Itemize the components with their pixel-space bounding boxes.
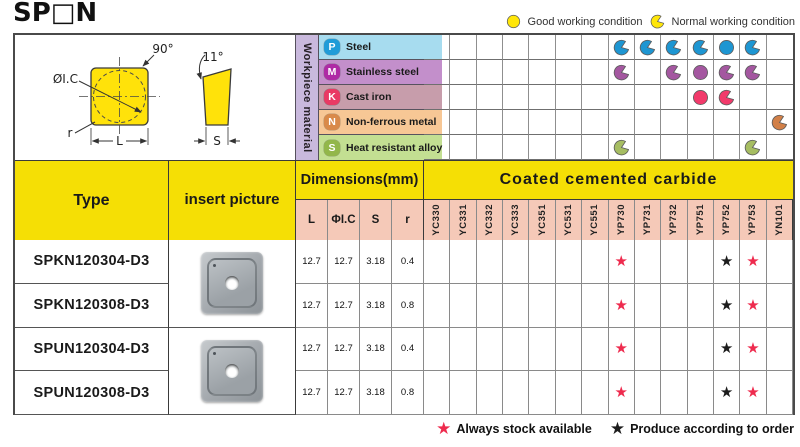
normal-condition-icon	[613, 139, 630, 156]
red-star-icon: ★	[614, 340, 628, 358]
insert-data-rows	[15, 240, 793, 415]
dim-value-ΦI.C: 12.7	[328, 240, 360, 284]
condition-cell-M-YP731	[635, 60, 661, 85]
condition-cell-N-YP731	[635, 110, 661, 135]
availability-cell-YP753	[740, 240, 766, 284]
dim-column-header: L	[296, 200, 328, 240]
condition-cell-S-YC531	[556, 135, 582, 160]
grade-column-header-YC332: YC332	[477, 200, 503, 240]
type-column-header: Type	[15, 160, 169, 240]
good-condition-icon	[692, 64, 709, 81]
availability-cell-YC551	[582, 371, 608, 415]
dim-value-L: 12.7	[296, 371, 328, 415]
red-star-icon: ★	[746, 384, 760, 402]
availability-cell-YC330	[424, 240, 450, 284]
condition-cell-M-YN101	[767, 60, 793, 85]
availability-cell-YP751	[688, 328, 714, 372]
insert-picture-cell	[169, 328, 296, 416]
grade-column-header-YC551: YC551	[582, 200, 608, 240]
insert-drawing-svg	[15, 35, 295, 158]
condition-cell-P-YC531	[556, 35, 582, 60]
availability-cell-YC551	[582, 284, 608, 328]
availability-cell-YP751	[688, 284, 714, 328]
availability-cell-YC531	[556, 328, 582, 372]
black-star-icon: ★	[719, 296, 734, 314]
material-badge-M: M	[324, 64, 340, 80]
normal-condition-icon	[744, 139, 761, 156]
availability-cell-YP753	[740, 284, 766, 328]
condition-cell-M-YC330	[424, 60, 450, 85]
black-star-icon: ★	[609, 419, 626, 438]
insert-photo	[201, 340, 263, 402]
condition-cell-N-YC351	[529, 110, 555, 135]
availability-cell-YC351	[529, 371, 555, 415]
condition-cell-N-YP732	[661, 110, 687, 135]
normal-condition-icon	[650, 14, 665, 29]
condition-cell-S-YC351	[529, 135, 555, 160]
grade-column-header-YP751: YP751	[688, 200, 714, 240]
availability-cell-YC330	[424, 328, 450, 372]
normal-condition-icon	[639, 39, 656, 56]
condition-cell-N-YP752	[714, 110, 740, 135]
availability-cell-YP730	[609, 284, 635, 328]
condition-cell-P-YC330	[424, 35, 450, 60]
normal-condition-legend-icon	[650, 14, 665, 29]
grade-column-header-YP752: YP752	[714, 200, 740, 240]
insert-hole	[225, 364, 239, 378]
red-star-icon: ★	[746, 252, 760, 270]
availability-cell-YP731	[635, 371, 661, 415]
normal-condition-icon	[613, 39, 630, 56]
grade-column-header-YC330: YC330	[424, 200, 450, 240]
dim-value-S: 3.18	[360, 371, 392, 415]
availability-cell-YN101	[767, 284, 793, 328]
availability-cell-YP751	[688, 240, 714, 284]
corner-radius-label: r	[67, 126, 73, 140]
condition-cell-P-YP730	[609, 35, 635, 60]
availability-cell-YP751	[688, 371, 714, 415]
normal-condition-icon	[744, 39, 761, 56]
dim-value-L: 12.7	[296, 240, 328, 284]
condition-cell-P-YP732	[661, 35, 687, 60]
condition-cell-K-YP730	[609, 85, 635, 110]
grade-column-header-YP732: YP732	[661, 200, 687, 240]
availability-cell-YC330	[424, 284, 450, 328]
condition-cell-S-YC331	[450, 135, 476, 160]
red-star-icon: ★	[614, 296, 628, 314]
type-cell-SPKN120308-D3: SPKN120308-D3	[15, 284, 169, 328]
availability-cell-YP731	[635, 240, 661, 284]
dim-value-S: 3.18	[360, 328, 392, 372]
availability-cell-YC333	[503, 284, 529, 328]
condition-cell-S-YP730	[609, 135, 635, 160]
condition-cell-P-YP753	[740, 35, 766, 60]
material-badge-N: N	[324, 114, 340, 130]
condition-cell-M-YP752	[714, 60, 740, 85]
material-badge-P: P	[324, 39, 340, 55]
condition-cell-K-YP752	[714, 85, 740, 110]
condition-cell-N-YC531	[556, 110, 582, 135]
grade-column-header-YP753: YP753	[740, 200, 766, 240]
produce-order-label: Produce according to order	[630, 421, 794, 436]
dim-value-r: 0.4	[392, 240, 424, 284]
availability-cell-YC351	[529, 284, 555, 328]
availability-cell-YP730	[609, 328, 635, 372]
dim-value-r: 0.4	[392, 328, 424, 372]
availability-cell-YC351	[529, 240, 555, 284]
condition-cell-N-YC333	[503, 110, 529, 135]
condition-cell-K-YP731	[635, 85, 661, 110]
condition-cell-S-YP752	[714, 135, 740, 160]
insert-picture-cell	[169, 240, 296, 328]
availability-cell-YC331	[450, 328, 476, 372]
dim-value-S: 3.18	[360, 240, 392, 284]
condition-cell-K-YC332	[477, 85, 503, 110]
availability-cell-YC331	[450, 371, 476, 415]
availability-cell-YP730	[609, 240, 635, 284]
availability-cell-YN101	[767, 371, 793, 415]
condition-cell-K-YC331	[450, 85, 476, 110]
dim-value-S: 3.18	[360, 284, 392, 328]
condition-cell-K-YP732	[661, 85, 687, 110]
availability-cell-YC333	[503, 328, 529, 372]
availability-cell-YP732	[661, 240, 687, 284]
black-star-icon: ★	[719, 384, 734, 402]
condition-cell-N-YC332	[477, 110, 503, 135]
type-cell-SPUN120304-D3: SPUN120304-D3	[15, 328, 169, 372]
material-label: Heat resistant alloy	[346, 141, 443, 154]
dim-value-L: 12.7	[296, 284, 328, 328]
condition-cell-M-YC531	[556, 60, 582, 85]
grade-column-header-YC331: YC331	[450, 200, 476, 240]
availability-cell-YC531	[556, 284, 582, 328]
condition-cell-M-YC333	[503, 60, 529, 85]
availability-cell-YP752	[714, 284, 740, 328]
working-condition-legend	[506, 14, 795, 29]
dimensions-header: Dimensions(mm)	[296, 160, 424, 200]
insert-photo	[201, 252, 263, 314]
condition-cell-K-YC531	[556, 85, 582, 110]
material-badge-S: S	[324, 140, 340, 156]
condition-cell-S-YP732	[661, 135, 687, 160]
type-cell-SPUN120308-D3: SPUN120308-D3	[15, 371, 169, 415]
condition-cell-M-YC551	[582, 60, 608, 85]
grade-column-headers	[424, 200, 793, 240]
ic-diameter-label: ØI.C	[52, 72, 78, 86]
normal-condition-icon	[613, 64, 630, 81]
coated-carbide-header: Coated cemented carbide	[424, 160, 793, 200]
grade-column-header-YN101: YN101	[767, 200, 793, 240]
condition-cell-N-YC551	[582, 110, 608, 135]
normal-condition-icon	[692, 39, 709, 56]
availability-cell-YP732	[661, 371, 687, 415]
good-condition-icon	[718, 39, 735, 56]
clearance-angle-label: 11°	[202, 50, 224, 64]
condition-cell-S-YC333	[503, 135, 529, 160]
condition-cell-N-YC331	[450, 110, 476, 135]
red-star-icon: ★	[436, 419, 452, 438]
page-title: SP□N	[13, 0, 98, 28]
availability-cell-YC333	[503, 240, 529, 284]
dim-value-ΦI.C: 12.7	[328, 328, 360, 372]
grade-column-header-YP731: YP731	[635, 200, 661, 240]
availability-cell-YC531	[556, 371, 582, 415]
thickness-label: S	[213, 134, 221, 148]
material-badge-K: K	[324, 89, 340, 105]
availability-cell-YP752	[714, 328, 740, 372]
availability-cell-YC531	[556, 240, 582, 284]
black-star-icon: ★	[719, 252, 734, 270]
condition-cell-M-YP732	[661, 60, 687, 85]
dim-value-ΦI.C: 12.7	[328, 371, 360, 415]
condition-cell-M-YP751	[688, 60, 714, 85]
availability-cell-YC331	[450, 240, 476, 284]
condition-cell-P-YC332	[477, 35, 503, 60]
condition-cell-S-YC332	[477, 135, 503, 160]
insert-dot	[213, 352, 216, 355]
availability-cell-YC332	[477, 284, 503, 328]
availability-cell-YP753	[740, 328, 766, 372]
grade-column-header-YC351: YC351	[529, 200, 555, 240]
normal-condition-icon	[665, 64, 682, 81]
workpiece-material-rows	[319, 35, 443, 160]
availability-cell-YC333	[503, 371, 529, 415]
dim-value-ΦI.C: 12.7	[328, 284, 360, 328]
condition-cell-P-YC351	[529, 35, 555, 60]
availability-cell-YC332	[477, 371, 503, 415]
condition-cell-S-YP753	[740, 135, 766, 160]
dimension-subheaders	[296, 200, 424, 240]
availability-cell-YP753	[740, 371, 766, 415]
normal-condition-icon	[718, 64, 735, 81]
dim-value-r: 0.8	[392, 284, 424, 328]
condition-cell-K-YP753	[740, 85, 766, 110]
insert-specification-table	[13, 33, 795, 415]
availability-cell-YP732	[661, 284, 687, 328]
condition-cell-K-YN101	[767, 85, 793, 110]
condition-cell-S-YP751	[688, 135, 714, 160]
insert-side-view	[203, 69, 231, 125]
condition-cell-P-YC551	[582, 35, 608, 60]
condition-cell-K-YC351	[529, 85, 555, 110]
red-star-icon: ★	[746, 340, 760, 358]
material-label: Cast iron	[346, 91, 392, 103]
condition-cell-K-YP751	[688, 85, 714, 110]
corner-angle-label: 90°	[152, 42, 174, 56]
availability-cell-YC332	[477, 240, 503, 284]
availability-cell-YP731	[635, 328, 661, 372]
condition-cell-K-YC330	[424, 85, 450, 110]
condition-cell-N-YP730	[609, 110, 635, 135]
dim-value-r: 0.8	[392, 371, 424, 415]
dim-value-L: 12.7	[296, 328, 328, 372]
material-label: Stainless steel	[346, 66, 419, 78]
availability-cell-YC331	[450, 284, 476, 328]
material-label: Steel	[346, 41, 372, 53]
dim-column-header: r	[392, 200, 424, 240]
normal-condition-icon	[744, 64, 761, 81]
type-cell-SPKN120304-D3: SPKN120304-D3	[15, 240, 169, 284]
grade-column-header-YC333: YC333	[503, 200, 529, 240]
condition-cell-M-YP730	[609, 60, 635, 85]
condition-cell-N-YC330	[424, 110, 450, 135]
availability-cell-YP731	[635, 284, 661, 328]
dim-column-header: ΦI.C	[328, 200, 360, 240]
condition-cell-K-YC333	[503, 85, 529, 110]
condition-cell-S-YC551	[582, 135, 608, 160]
grade-column-header-YC531: YC531	[556, 200, 582, 240]
availability-cell-YC351	[529, 328, 555, 372]
condition-cell-P-YC331	[450, 35, 476, 60]
availability-cell-YN101	[767, 328, 793, 372]
condition-cell-M-YP753	[740, 60, 766, 85]
always-stock-item	[436, 420, 592, 437]
condition-cell-M-YC351	[529, 60, 555, 85]
availability-cell-YP730	[609, 371, 635, 415]
normal-condition-icon	[718, 89, 735, 106]
condition-cell-P-YP752	[714, 35, 740, 60]
condition-cell-P-YC333	[503, 35, 529, 60]
insert-picture-column-header: insert picture	[169, 160, 296, 240]
availability-cell-YC551	[582, 240, 608, 284]
stock-legend	[436, 420, 794, 437]
red-star-icon: ★	[614, 384, 628, 402]
dim-column-header: S	[360, 200, 392, 240]
availability-cell-YN101	[767, 240, 793, 284]
availability-cell-YC330	[424, 371, 450, 415]
grade-column-header-YP730: YP730	[609, 200, 635, 240]
condition-cell-M-YC331	[450, 60, 476, 85]
good-condition-label: Good working condition	[527, 15, 643, 28]
availability-cell-YP752	[714, 240, 740, 284]
produce-order-item	[610, 420, 794, 437]
black-star-icon: ★	[719, 340, 734, 358]
condition-cell-N-YP753	[740, 110, 766, 135]
condition-cell-M-YC332	[477, 60, 503, 85]
availability-cell-YP752	[714, 371, 740, 415]
good-condition-icon	[692, 89, 709, 106]
good-condition-legend-icon	[506, 14, 521, 29]
good-condition-icon	[506, 14, 521, 29]
workpiece-material-label: Workpiece material	[301, 42, 313, 153]
normal-condition-label: Normal working condition	[671, 15, 795, 28]
condition-cell-S-YC330	[424, 135, 450, 160]
condition-cell-S-YN101	[767, 135, 793, 160]
red-star-icon: ★	[614, 252, 628, 270]
availability-cell-YC551	[582, 328, 608, 372]
condition-cell-S-YP731	[635, 135, 661, 160]
insert-technical-drawing	[15, 35, 296, 160]
condition-cell-P-YP731	[635, 35, 661, 60]
normal-condition-icon	[665, 39, 682, 56]
length-label: L	[116, 134, 123, 148]
always-stock-label: Always stock available	[456, 421, 592, 436]
condition-cell-P-YP751	[688, 35, 714, 60]
material-label: Non-ferrous metal	[346, 116, 437, 128]
availability-cell-YP732	[661, 328, 687, 372]
working-condition-grid	[424, 35, 793, 160]
normal-condition-icon	[771, 114, 788, 131]
red-star-icon: ★	[746, 296, 760, 314]
workpiece-material-strip	[296, 35, 319, 160]
availability-cell-YC332	[477, 328, 503, 372]
condition-cell-P-YN101	[767, 35, 793, 60]
condition-cell-N-YP751	[688, 110, 714, 135]
condition-cell-N-YN101	[767, 110, 793, 135]
condition-cell-K-YC551	[582, 85, 608, 110]
